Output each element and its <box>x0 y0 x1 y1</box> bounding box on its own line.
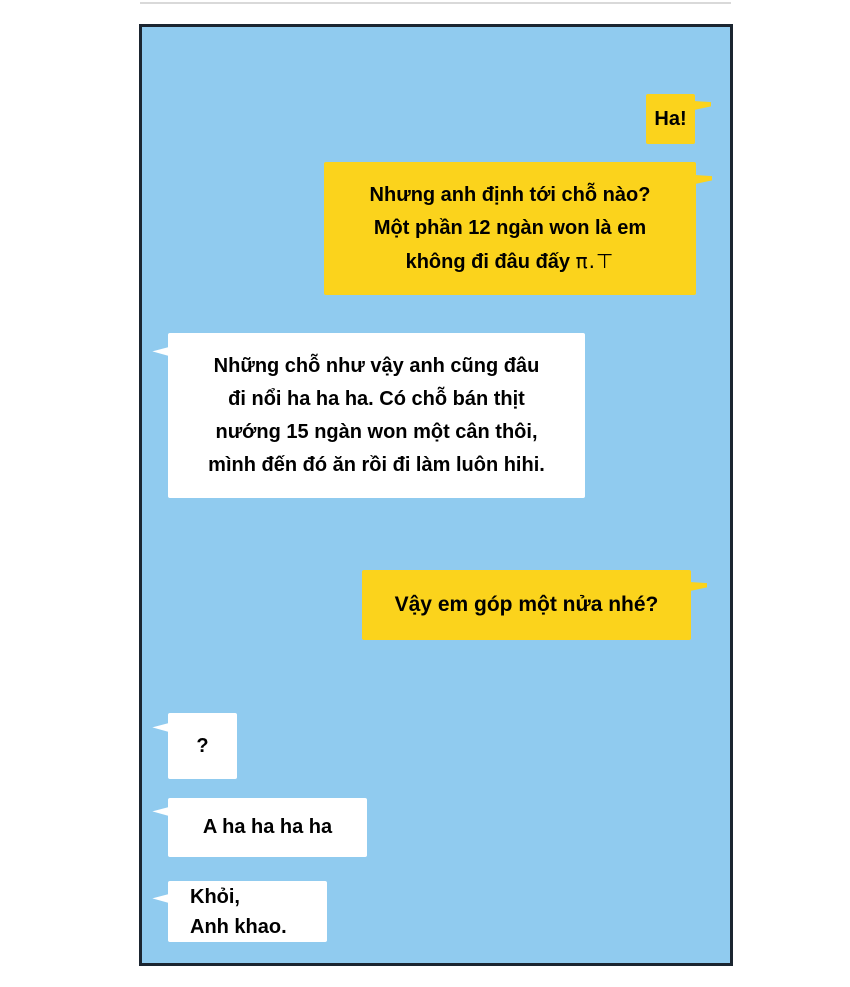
message-line: Những chỗ như vậy anh cũng đâu <box>213 354 540 377</box>
message-line: Khỏi, <box>190 885 240 908</box>
message-text: không đi đâu đấy <box>405 250 571 273</box>
message-line: Một phần 12 ngàn won là em <box>373 216 647 239</box>
bubble-tail-left <box>152 807 169 816</box>
crying-emoticon: π.⊤ <box>575 248 615 273</box>
chat-panel <box>139 24 733 966</box>
chat-bubble-sent <box>324 162 696 295</box>
chat-bubble-sent <box>646 94 695 144</box>
bubble-tail-right <box>695 175 712 184</box>
bubble-tail-left <box>152 894 169 903</box>
message-line: Ha! <box>654 107 687 130</box>
message-line: Anh khao. <box>190 915 287 938</box>
message-line <box>406 245 615 279</box>
message-line: đi nổi ha ha ha. Có chỗ bán thịt <box>228 387 525 410</box>
message-line: Nhưng anh định tới chỗ nào? <box>369 183 651 206</box>
message-line: Vậy em góp một nửa nhé? <box>394 593 659 616</box>
message-line: ? <box>196 734 209 757</box>
bubble-tail-left <box>152 723 169 732</box>
chat-bubble-received <box>168 333 585 498</box>
chat-bubble-received <box>168 881 327 942</box>
bubble-tail-right <box>694 101 711 110</box>
chat-bubble-sent <box>362 570 691 640</box>
chat-bubble-received <box>168 798 367 857</box>
chat-bubble-received <box>168 713 237 779</box>
previous-panel-edge <box>140 2 731 4</box>
message-line: nướng 15 ngàn won một cân thôi, <box>215 420 538 443</box>
message-line: mình đến đó ăn rồi đi làm luôn hihi. <box>208 453 545 476</box>
bubble-tail-right <box>690 582 707 591</box>
message-line: A ha ha ha ha <box>202 816 333 838</box>
bubble-tail-left <box>152 347 169 356</box>
